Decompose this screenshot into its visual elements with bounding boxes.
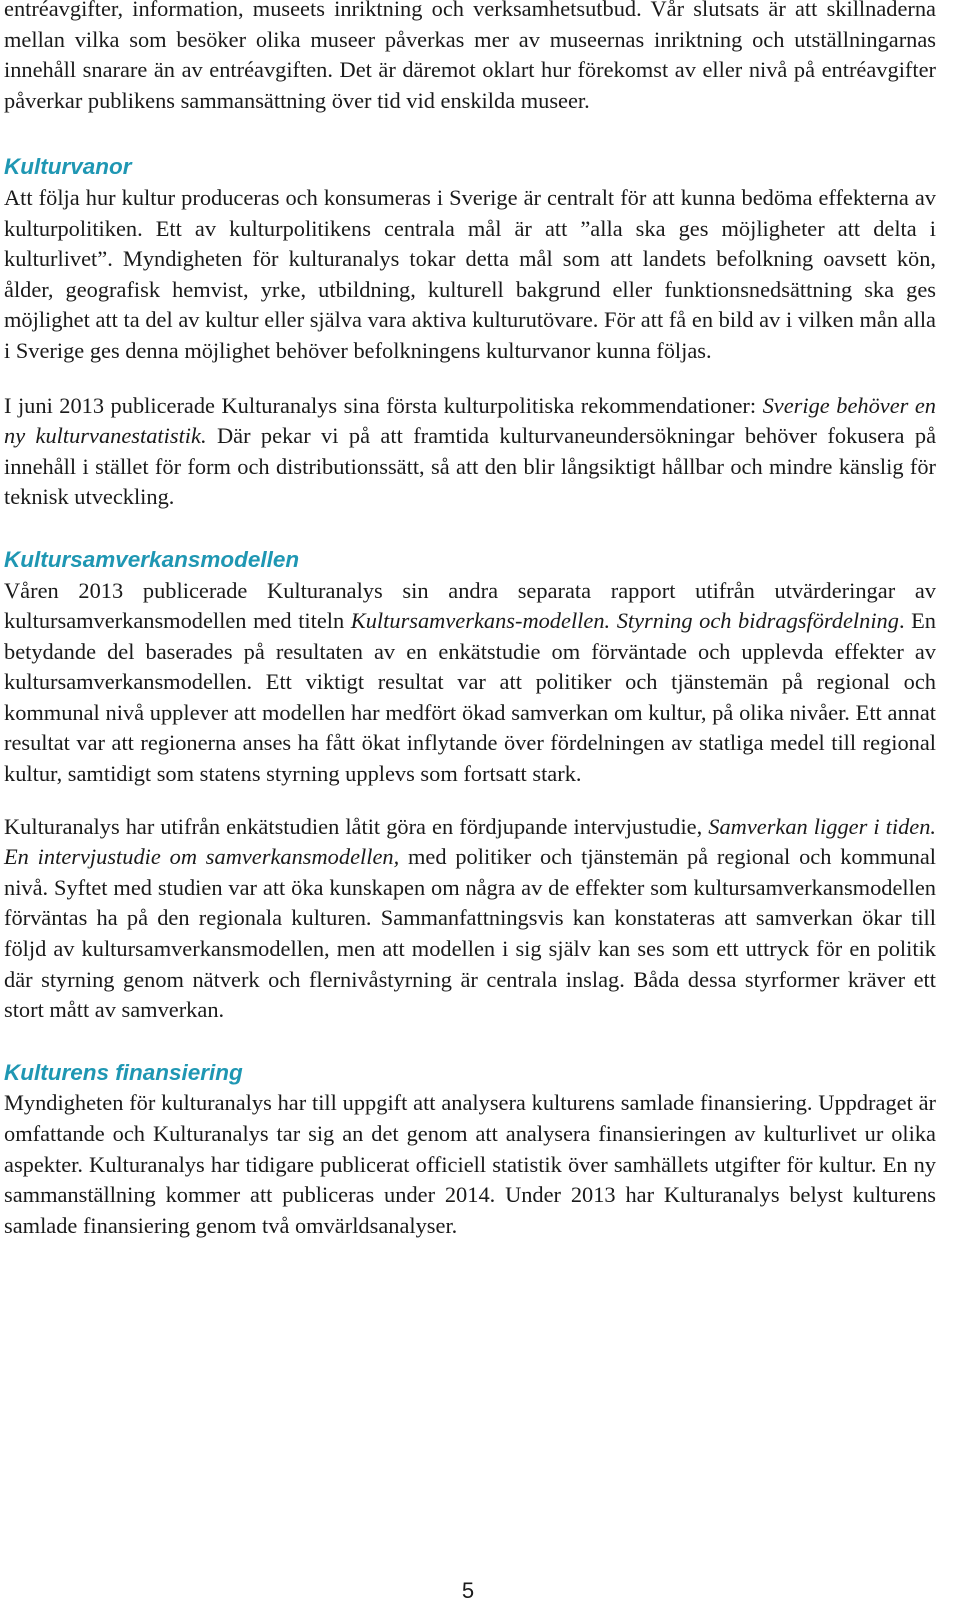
- report-title-samverkan-ligger-i-tiden: Samverkan ligger i tiden. En intervjustudie om samverkansmodellen,: [4, 813, 936, 870]
- kulturvanor-paragraph-1: Att följa hur kultur produceras och konsumeras i Sverige är centralt för att kunna bedöma effekterna av kulturpolitiken. Ett av kulturpolitikens centrala mål är att ”alla ska ges möjligheter att delta i kulturlivet”. Myndigheten för kulturanalys tokar detta mål som att landets befolkning oavsett kön, ålder, geografisk hemvist, yrke, utbildning, kulturell bakgrund eller funktionsnedsättning ska ges möjlighet att ta del av kultur eller själva vara aktiva kulturutövare. För att få en bild av i vilken mån alla i Sverige ges denna möjlighet behöver befolkningens kulturvanor kunna följas.: [4, 184, 936, 363]
- samverkan-paragraph-1: [4, 576, 936, 790]
- kulturvanor-paragraph-2: [4, 391, 936, 513]
- samverkan-p2-text-before: Kulturanalys har utifrån enkätstudien låtit göra en fördjupande intervjustudie,: [4, 813, 709, 839]
- samverkan-p2-text-after: med politiker och tjänstemän på regional och kommunal nivå. Syftet med studien var att öka kunskapen om några av de effekter som kultursamverkansmodellen förväntas ha på den regionala kulturen. Sammanfattningsvis kan konstateras att samverkan ökar till följd av kultursamverkansmodellen, men att modellen i sig själv kan ses som ett uttryck för en politik där styrning genom nätverk och flernivåstyrning är centrala inslag. Båda dessa styrformer kräver ett stort mått av samverkan.: [4, 844, 936, 1023]
- heading-kulturens-finansiering: Kulturens finansiering: [4, 1059, 243, 1085]
- intro-paragraph: entréavgifter, information, museets inriktning och verksamhetsutbud. Vår slutsats är att skillnaderna mellan vilka som besöker olika museer påverkas mer av museernas inriktning och utställningarnas innehåll snarare än av entréavgiften. Det är däremot oklart hur förekomst av eller nivå på entréavgifter påverkar publikens sammansättning över tid vid enskilda museer.: [4, 0, 936, 113]
- samverkan-paragraph-2: [4, 812, 936, 1026]
- document-page: [4, 0, 936, 1241]
- samverkan-p1-text-before: Våren 2013 publicerade Kulturanalys sin andra separata rapport utifrån utvärderingar av kultursamverkansmodellen med titeln: [4, 577, 936, 634]
- heading-kultursamverkansmodellen: Kultursamverkansmodellen: [4, 546, 300, 572]
- report-title-styrning: Kultursamverkans-modellen. Styrning och bidragsfördelning: [350, 608, 899, 634]
- samverkan-p1-text-after: . En betydande del baserades på resultaten av en enkätstudie om förväntade och upplevda effekter av kultursamverkansmodellen. Ett viktigt resultat var att politiker och tjänstemän på regional och kommunal nivå upplever att modellen har medfört ökad samverkan om kultur, på olika nivåer. Ett annat resultat var att regionerna anses ha fått ökat inflytande över fördelningen av statliga medel till regional kultur, samtidigt som statens styrning upplevs som fortsatt stark.: [4, 608, 936, 787]
- page-number: 5: [461, 1578, 475, 1603]
- kulturvanor-p2-text-before: I juni 2013 publicerade Kulturanalys sina första kulturpolitiska rekommendationer:: [4, 392, 763, 418]
- report-title-kulturvanestatistik: Sverige behöver en ny kulturvanestatistik.: [4, 392, 936, 449]
- heading-kulturvanor: Kulturvanor: [4, 154, 132, 180]
- kulturvanor-p2-text-after: Där pekar vi på att framtida kulturvaneundersökningar behöver fokusera på innehåll i stället för form och distributionssätt, så att den blir långsiktigt hållbar och mindre känslig för teknisk utveckling.: [4, 423, 937, 510]
- finansiering-paragraph-1: Myndigheten för kulturanalys har till uppgift att analysera kulturens samlade finansiering. Uppdraget är omfattande och Kulturanalys tar sig an det genom att analysera finansieringen av kulturlivet ur olika aspekter. Kulturanalys har tidigare publicerat officiell statistik över samhällets utgifter för kultur. En ny sammanställning kommer att publiceras under 2014. Under 2013 har Kulturanalys belyst kulturens samlade finansiering genom två omvärldsanalyser.: [4, 1090, 936, 1238]
